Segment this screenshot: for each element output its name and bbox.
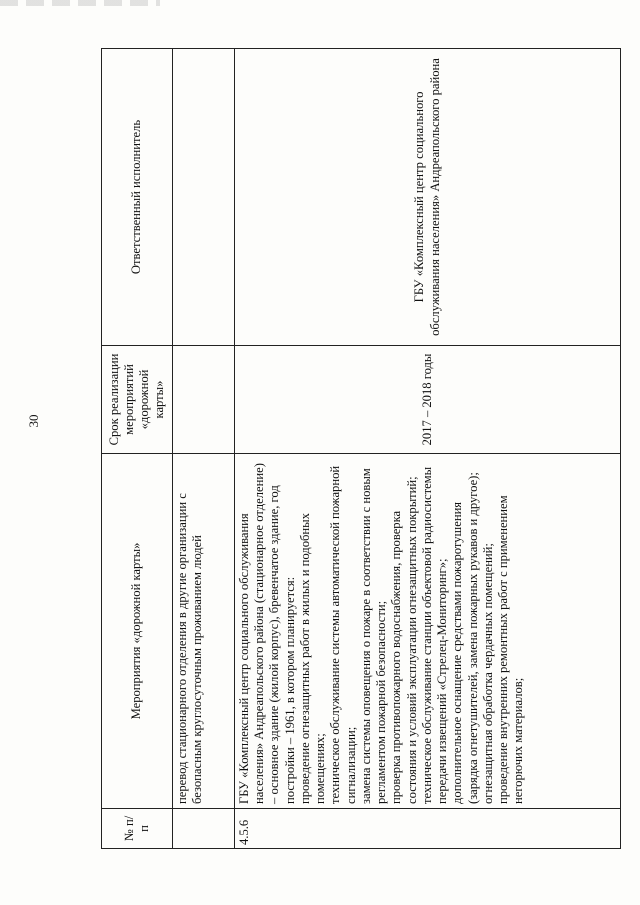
action-line: ГБУ «Комплексный центр социального обслуживания населения» Андреапольского района (стационарное отделение) – основное здание (жилой корпус), бревенчатое здание, год постройки – 1961, в котором планируется: [237, 463, 297, 804]
action-line: техническое обслуживание системы автоматической пожарной сигнализации; [328, 465, 358, 804]
table-header-row [102, 49, 173, 849]
cell-term: 2017 – 2018 годы [235, 346, 621, 454]
action-line: дополнительное оснащение средствами пожаротушения (зарядка огнетушителей, замена пожарных рукавов и другое); [450, 472, 480, 804]
cell-action: перевод стационарного отделения в другие организации с безопасным круглосуточным проживанием людей [173, 454, 235, 809]
header-action: Мероприятия «дорожной карты» [102, 454, 173, 809]
action-line: техническое обслуживание станции объектовой радиосистемы передачи извещений «Стрелец-Мониторинг»; [419, 466, 450, 804]
cell-term [173, 346, 235, 454]
scan-artifact [0, 0, 160, 6]
action-line: проведение внутренних ремонтных работ с применением негорючих материалов; [495, 495, 526, 804]
action-line: огнезащитная обработка чердачных помещений; [480, 543, 495, 804]
header-num: № п/п [102, 809, 173, 849]
cell-action [235, 454, 621, 809]
cell-responsible: ГБУ «Комплексный центр социального обслуживания населения» Андреапольского района [235, 49, 621, 346]
header-responsible: Ответственный исполнитель [102, 49, 173, 346]
cell-num [173, 809, 235, 849]
roadmap-table [101, 48, 621, 849]
cell-num: 4.5.6 [235, 809, 621, 849]
roadmap-table-frame [101, 49, 621, 849]
header-term: Срок реализации мероприятий «дорожной карты» [102, 346, 173, 454]
cell-responsible [173, 49, 235, 346]
action-line: проверка противопожарного водоснабжения, проверка состояния и условий эксплуатации огнезащитных покрытий; [389, 476, 419, 804]
page-number: 30 [26, 414, 41, 428]
action-line: проведение огнезащитных работ в жилых и подобных помещениях; [297, 513, 328, 804]
table-row-4-5-6 [235, 49, 621, 849]
table-row-continuation [173, 49, 235, 849]
action-line: замена системы оповещения о пожаре в соответствии с новым регламентом пожарной безопасности; [358, 468, 389, 804]
